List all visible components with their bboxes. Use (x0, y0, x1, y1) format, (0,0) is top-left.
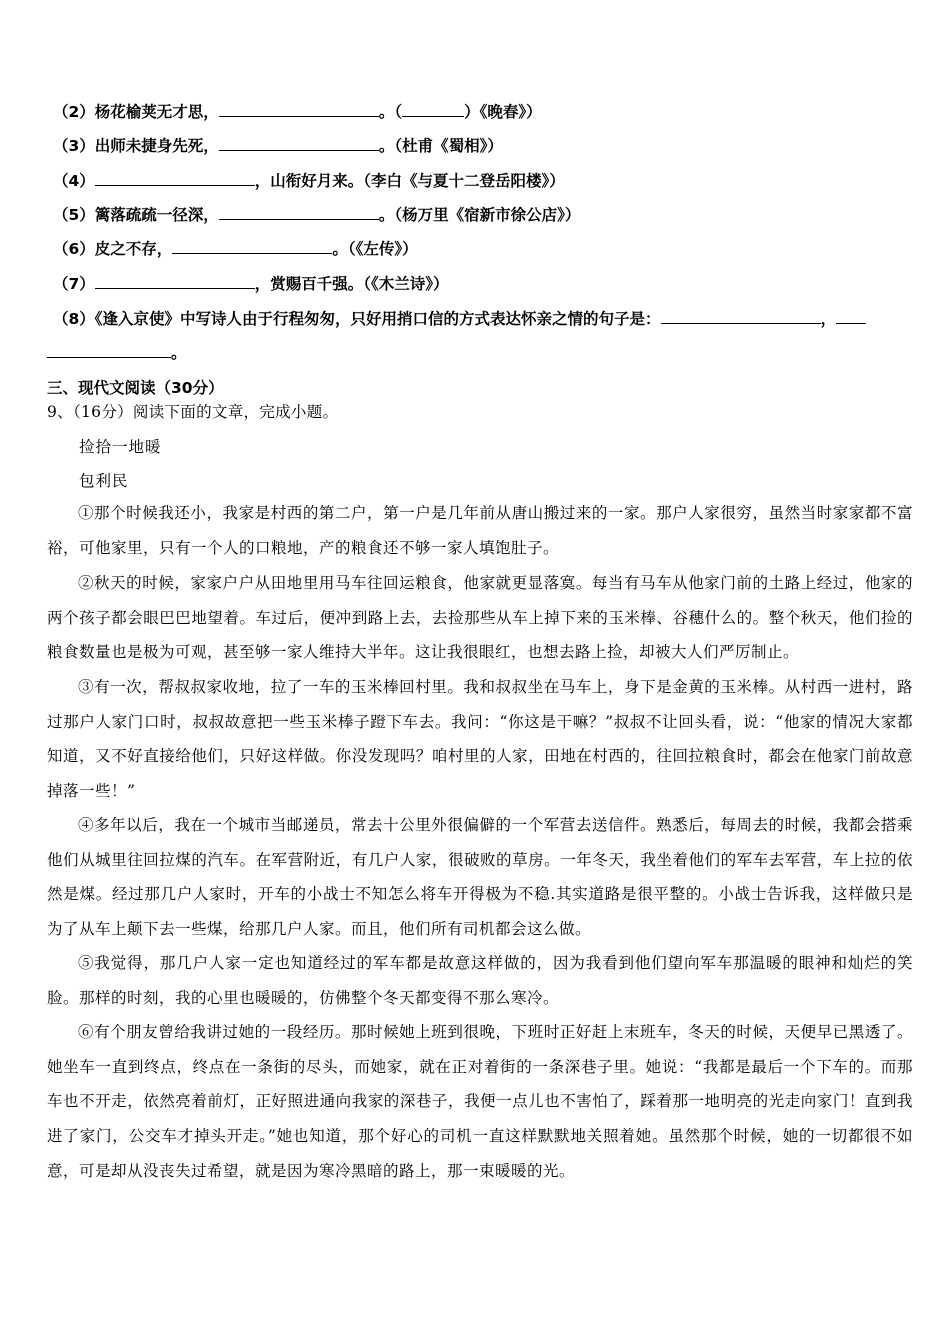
answer-blank[interactable] (95, 171, 255, 186)
article-paragraph-3: ③有一次，帮叔叔家收地，拉了一车的玉米棒回村里。我和叔叔坐在马车上，身下是金黄的玉米棒。从村西一进村，路过那户人家门口时，叔叔故意把一些玉米棒子蹬下车去。我问：“你这是干嘛？”叔叔不让回头看，说：“他家的情况大家都知道，又不好直接给他们，只好这样做。你没发现吗？咱村里的人家，田地在村西的，往回拉粮食时，都会在他家门前故意掉落一些！” (47, 678, 913, 801)
poem-source: 。（杜甫《蜀相》） (378, 137, 503, 155)
answer-blank[interactable] (172, 239, 332, 254)
poem-number: （3） (53, 137, 95, 155)
poem-number: （7） (53, 275, 95, 293)
poem-source: ，山衔好月来。（李白《与夏十二登岳阳楼》） (254, 172, 565, 190)
poem-text: 。 (171, 344, 187, 362)
poem-text: 皮之不存， (94, 240, 173, 258)
poem-source: ，赏赐百千强。（《木兰诗》） (254, 275, 449, 293)
poem-text: 。（ (378, 103, 403, 121)
poem-line-3 (53, 136, 910, 156)
poem-text: 《逢入京使》中写诗人由于行程匆匆，只好用捎口信的方式表达怀亲之情的句子是： (94, 310, 661, 328)
poem-line-2 (53, 102, 910, 122)
article-paragraph-4: ④多年以后，我在一个城市当邮递员，常去十公里外很偏僻的一个军营去送信件。熟悉后，每周去的时候，我都会搭乘他们从城里往回拉煤的汽车。在军营附近，有几户人家，很破败的草房。一年冬天，我坐着他们的军车去军营，车上拉的依然是煤。经过那几户人家时，开车的小战士不知怎么将车开得极为不稳.其实道路是很平整的。小战士告诉我，这样做只是为了从车上颠下去一些煤，给那几户人家。而且，他们所有司机都会这么做。 (47, 816, 913, 939)
answer-blank[interactable] (47, 343, 171, 358)
question-prompt: 9、（16分）阅读下面的文章，完成小题。 (47, 403, 339, 421)
poem-line-8 (53, 309, 910, 329)
poem-source: 。（杨万里《宿新市徐公店》） (378, 206, 581, 224)
poem-number: （2） (53, 103, 95, 121)
poem-number: （5） (53, 206, 95, 224)
poem-number: （6） (53, 240, 95, 258)
poem-text: 篱落疏疏一径深， (94, 206, 219, 224)
article-title: 捡拾一地暖 (79, 438, 162, 456)
poem-number: （8） (53, 310, 95, 328)
article-author: 包利民 (79, 472, 129, 490)
poem-line-7 (53, 274, 910, 294)
answer-blank[interactable] (661, 309, 821, 324)
poem-line-8-cont (47, 343, 910, 363)
answer-blank[interactable] (219, 205, 379, 220)
answer-blank[interactable] (95, 274, 255, 289)
answer-blank[interactable] (836, 309, 866, 324)
article-paragraph-5: ⑤我觉得，那几户人家一定也知道经过的军车都是故意这样做的，因为我看到他们望向军车那温暖的眼神和灿烂的笑脸。那样的时刻，我的心里也暖暖的，仿佛整个冬天都变得不那么寒冷。 (47, 954, 913, 1007)
section-heading: 三、现代文阅读（30分） (47, 379, 224, 397)
poem-line-5 (53, 205, 910, 225)
poem-text: 出师未捷身先死， (94, 137, 219, 155)
article-paragraph-2: ②秋天的时候，家家户户从田地里用马车往回运粮食，他家就更显落寞。每当有马车从他家门前的土路上经过，他家的两个孩子都会眼巴巴地望着。车过后，便冲到路上去，去捡那些从车上掉下来的玉米棒、谷穗什么的。整个秋天，他们捡的粮食数量也是极为可观，甚至够一家人维持大半年。这让我很眼红，也想去路上捡，却被大人们严厉制止。 (47, 574, 913, 662)
article-paragraph-1: ①那个时候我还小，我家是村西的第二户，第一户是几年前从唐山搬过来的一家。那户人家很穷，虽然当时家家都不富裕，可他家里，只有一个人的口粮地，产的粮食还不够一家人填饱肚子。 (47, 504, 913, 557)
poem-text: ， (820, 310, 837, 328)
answer-blank[interactable] (402, 102, 464, 117)
poem-source: ）《晚春》） (464, 103, 542, 121)
answer-blank[interactable] (219, 136, 379, 151)
poem-source: 。（《左传》） (332, 240, 418, 258)
poem-number: （4） (53, 172, 95, 190)
answer-blank[interactable] (219, 102, 379, 117)
poem-text: 杨花榆荚无才思， (94, 103, 219, 121)
poem-line-6 (53, 239, 910, 259)
article-paragraph-6: ⑥有个朋友曾给我讲过她的一段经历。那时候她上班到很晚，下班时正好赶上末班车，冬天的时候，天便早已黑透了。她坐车一直到终点，终点在一条街的尽头，而她家，就在正对着街的一条深巷子里。她说：“我都是最后一个下车的。而那车也不开走，依然亮着前灯，正好照进通向我家的深巷子，我便一点儿也不害怕了，踩着那一地明亮的光走向家门！直到我进了家门，公交车才掉头开走。”她也知道，那个好心的司机一直这样默默地关照着她。虽然那个时候，她的一切都很不如意，可是却从没丧失过希望，就是因为寒冷黑暗的路上，那一束暖暖的光。 (47, 1023, 913, 1180)
poem-line-4 (53, 171, 910, 191)
